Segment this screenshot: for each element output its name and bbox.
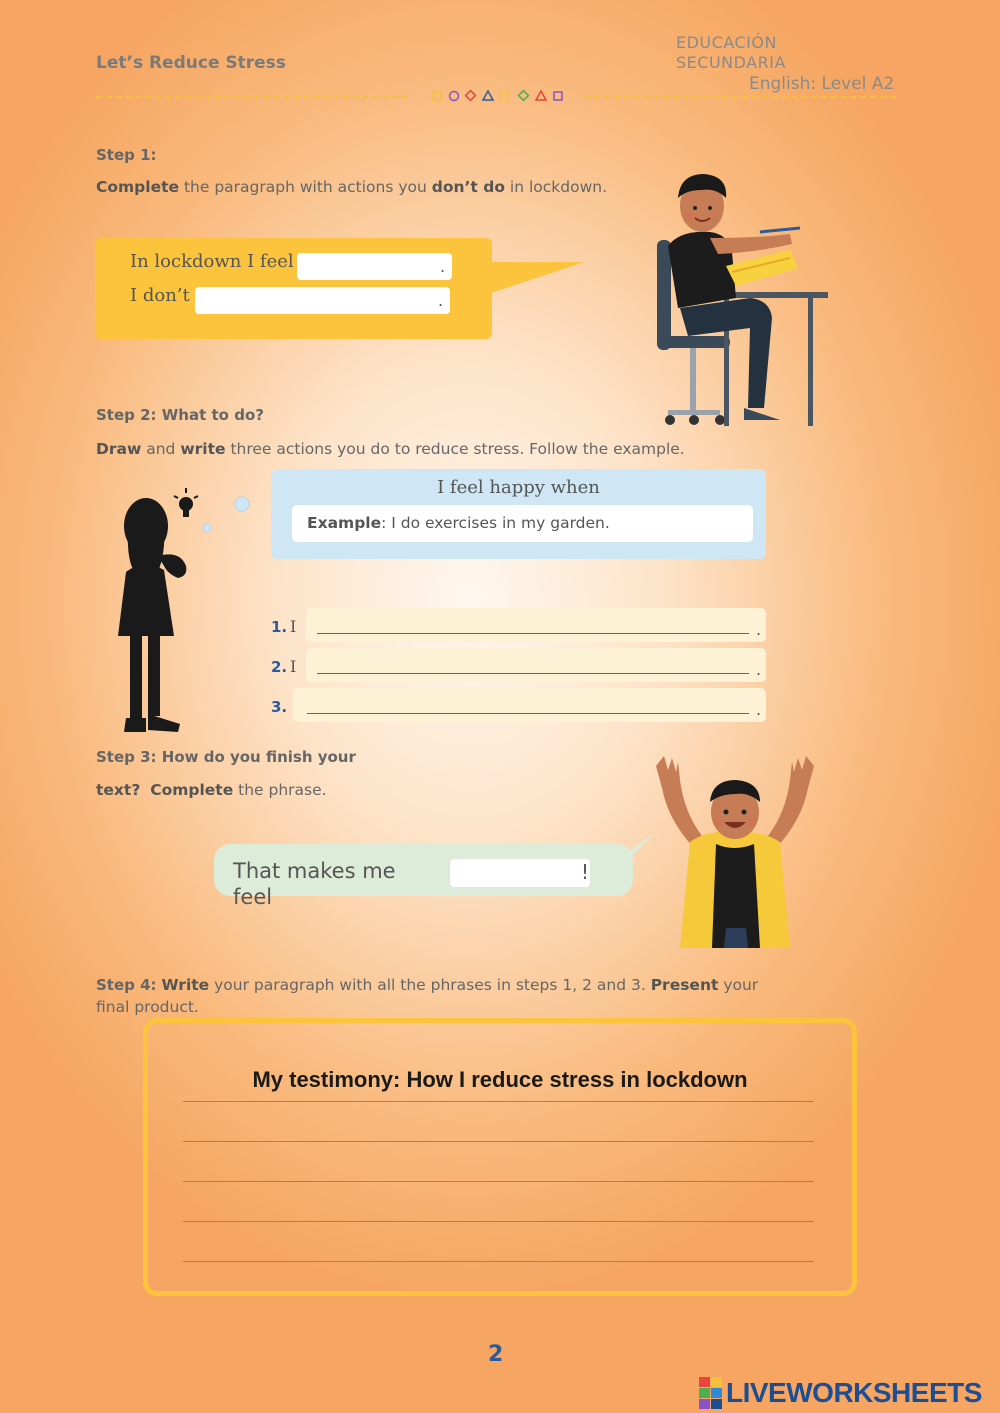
writing-line[interactable] bbox=[183, 1181, 814, 1182]
item-number-1: 1. bbox=[271, 618, 288, 636]
testimony-title: My testimony: How I reduce stress in lockdown bbox=[252, 1067, 748, 1092]
step2-instruction: Draw and write three actions you do to reduce stress. Follow the example. bbox=[96, 440, 685, 458]
feel-phrase: That makes me feel bbox=[233, 859, 396, 909]
header-divider-left bbox=[96, 96, 408, 98]
writing-line[interactable] bbox=[183, 1221, 814, 1222]
header-divider-right bbox=[584, 96, 896, 98]
action-input-2[interactable] bbox=[306, 648, 766, 682]
step2-label: Step 2: What to do? bbox=[96, 406, 264, 424]
page-number: 2 bbox=[488, 1342, 504, 1367]
answer-underline bbox=[317, 633, 749, 634]
item-number-3: 3. bbox=[271, 698, 288, 716]
decorative-shapes bbox=[432, 89, 568, 103]
item-prefix-1: I bbox=[290, 617, 297, 636]
english-level: English: Level A2 bbox=[749, 74, 895, 94]
feel-input[interactable] bbox=[297, 253, 452, 280]
happy-box-title: I feel happy when bbox=[437, 477, 600, 498]
feel-prompt: In lockdown I feel bbox=[130, 251, 294, 272]
period: . bbox=[756, 620, 762, 639]
writing-line[interactable] bbox=[183, 1101, 814, 1102]
item-prefix-2: I bbox=[290, 657, 297, 676]
action-input-1[interactable] bbox=[306, 608, 766, 642]
writing-line[interactable] bbox=[183, 1141, 814, 1142]
item-number-2: 2. bbox=[271, 658, 288, 676]
action-input-3[interactable] bbox=[293, 688, 766, 722]
step3-instruction: text? Complete the phrase. bbox=[96, 781, 327, 799]
period: . bbox=[756, 700, 762, 719]
bubble-tail bbox=[488, 258, 588, 298]
writing-line[interactable] bbox=[183, 1261, 814, 1262]
brand-name: LIVEWORKSHEETS bbox=[726, 1377, 982, 1408]
testimony-writing-box bbox=[143, 1018, 857, 1296]
step1-instruction: Complete the paragraph with actions you don’t do in lockdown. bbox=[96, 178, 608, 196]
exclamation: ! bbox=[581, 860, 590, 884]
worksheet-title: Let’s Reduce Stress bbox=[96, 53, 286, 73]
period: . bbox=[438, 291, 444, 310]
example-text: Example: I do exercises in my garden. bbox=[307, 514, 610, 532]
logo-blocks-icon bbox=[698, 1376, 724, 1410]
dont-input[interactable] bbox=[195, 287, 450, 314]
cheering-boy-illustration bbox=[650, 752, 820, 952]
education-level: EDUCACIÓN SECUNDARIA bbox=[676, 33, 786, 72]
dont-prompt: I don’t bbox=[130, 285, 190, 306]
answer-underline bbox=[317, 673, 749, 674]
thinking-girl-silhouette bbox=[108, 486, 258, 738]
period: . bbox=[440, 257, 446, 276]
feeling-input[interactable] bbox=[450, 859, 590, 887]
step3-label: Step 3: How do you finish your bbox=[96, 748, 356, 766]
boy-studying-illustration bbox=[640, 168, 840, 430]
period: . bbox=[756, 660, 762, 679]
step1-label: Step 1: bbox=[96, 146, 157, 164]
answer-underline bbox=[307, 713, 749, 714]
liveworksheets-logo bbox=[698, 1376, 982, 1410]
step4-instruction: Step 4: Write your paragraph with all the phrases in steps 1, 2 and 3. Present your final product. bbox=[96, 976, 759, 1016]
